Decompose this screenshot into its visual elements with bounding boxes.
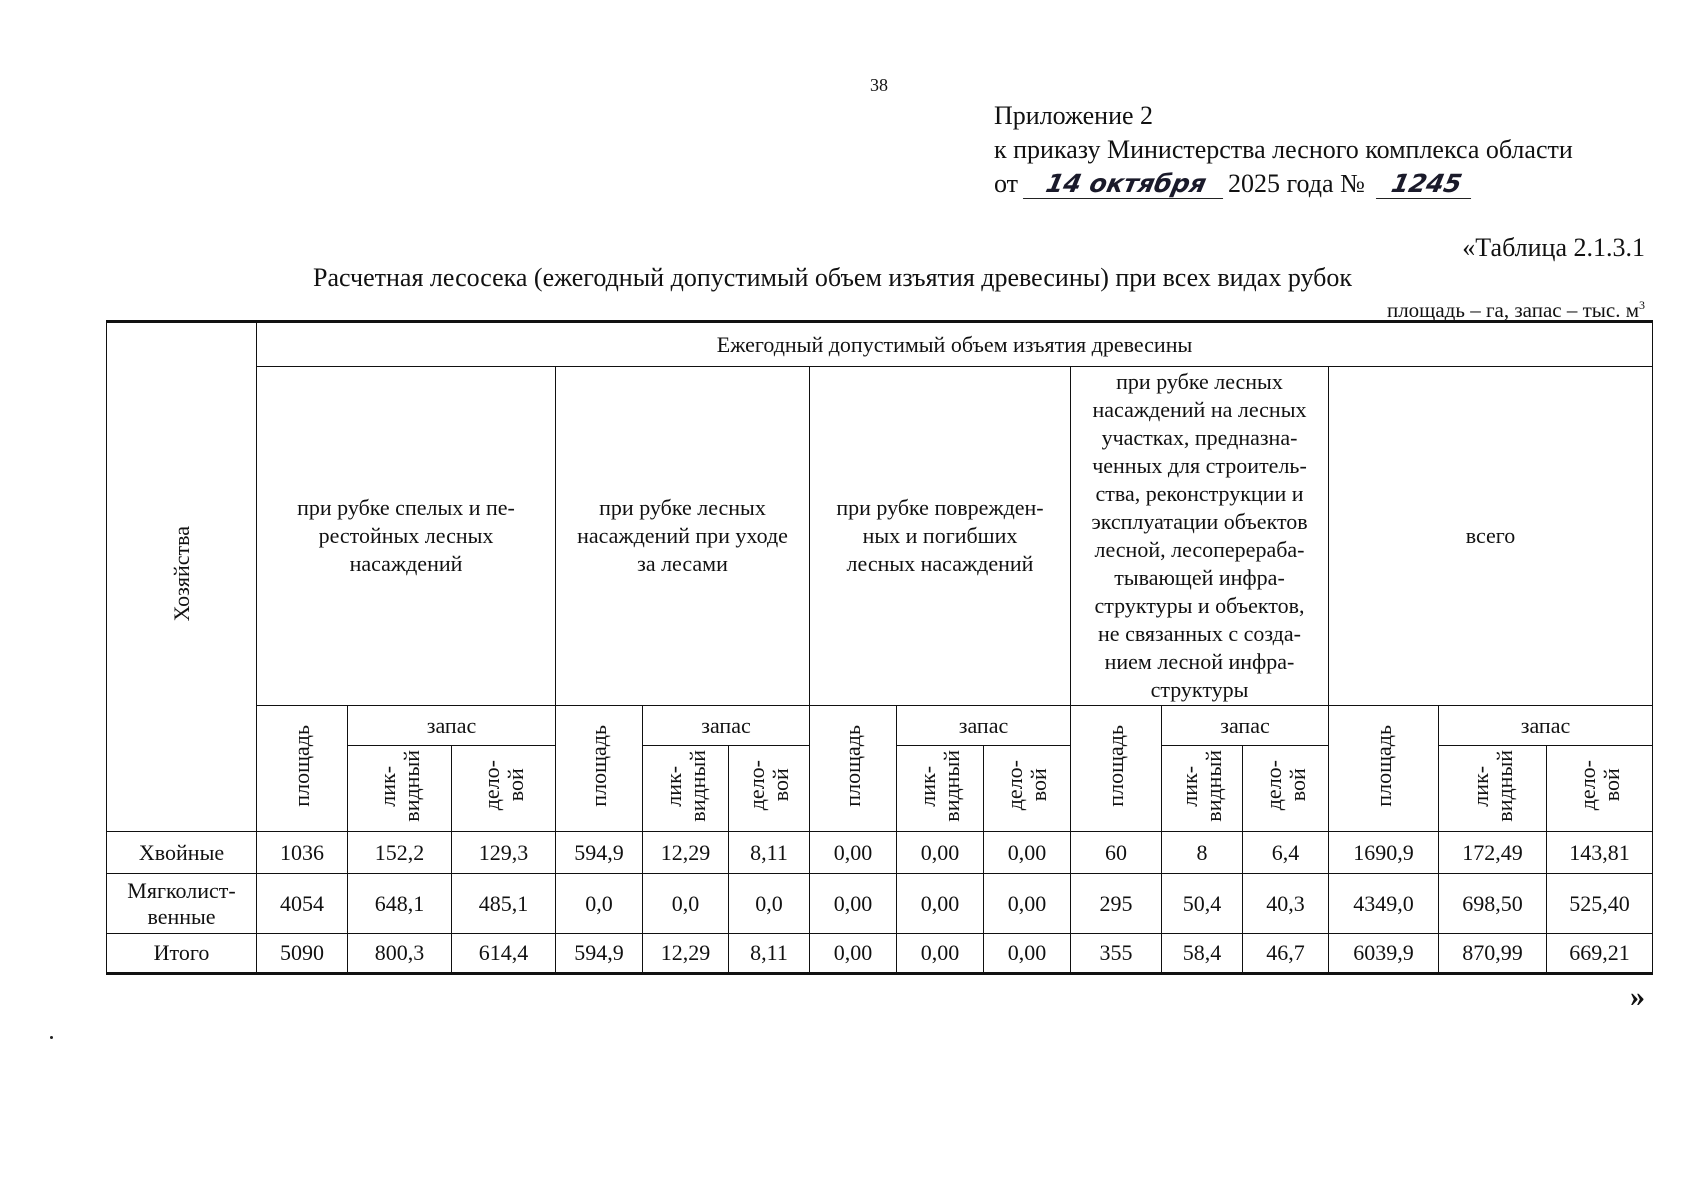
allowable-cut-table (106, 320, 1653, 975)
table-cell: 0,00 (984, 832, 1071, 874)
table-cell: 60 (1071, 832, 1162, 874)
table-cell: 0,00 (810, 874, 897, 934)
table-cell: 870,99 (1439, 934, 1547, 974)
table-cell: 1036 (257, 832, 348, 874)
table-title: Расчетная лесосека (ежегодный допустимый объем изъятия древесины) при всех видах рубок (313, 263, 1352, 292)
handwritten-date: 14 октября (1023, 170, 1229, 199)
table-cell: 614,4 (452, 934, 556, 974)
table-label: «Таблица 2.1.3.1 (1462, 233, 1645, 262)
subheader-liquid: лик- видный (643, 746, 729, 832)
row-header: Хозяйства (168, 526, 194, 622)
table-cell: 8 (1162, 832, 1243, 874)
appendix-title: Приложение 2 (994, 101, 1154, 130)
subheader-business: дело- вой (1547, 746, 1653, 832)
row-name: Хвойные (107, 832, 257, 874)
group-header-mature: при рубке спелых и пе- рестойных лесных насаждений (257, 367, 556, 706)
table-cell: 172,49 (1439, 832, 1547, 874)
scan-dot (50, 1036, 53, 1039)
table-cell: 698,50 (1439, 874, 1547, 934)
table-cell: 8,11 (729, 934, 810, 974)
table-cell: 4054 (257, 874, 348, 934)
subheader-business: дело- вой (1243, 746, 1329, 832)
table-cell: 648,1 (348, 874, 452, 934)
table-cell: 40,3 (1243, 874, 1329, 934)
table-cell: 152,2 (348, 832, 452, 874)
table-row (107, 832, 1653, 874)
handwritten-number: 1245 (1376, 170, 1477, 199)
table-cell: 0,00 (897, 874, 984, 934)
subheader-business: дело- вой (984, 746, 1071, 832)
table-cell: 355 (1071, 934, 1162, 974)
table-cell: 6,4 (1243, 832, 1329, 874)
table-cell: 0,00 (897, 832, 984, 874)
table-cell: 594,9 (556, 934, 643, 974)
table-cell: 800,3 (348, 934, 452, 974)
table-cell: 669,21 (1547, 934, 1653, 974)
table-row (107, 934, 1653, 974)
subheader-stock: запас (643, 706, 810, 746)
subheader-liquid: лик- видный (1162, 746, 1243, 832)
closing-quote: » (1630, 980, 1645, 1013)
subheader-area: площадь (1071, 706, 1162, 832)
table-cell: 5090 (257, 934, 348, 974)
table-row (107, 874, 1653, 934)
table-cell: 12,29 (643, 934, 729, 974)
table-cell: 50,4 (1162, 874, 1243, 934)
row-name: Мягколист- венные (107, 874, 257, 934)
group-header-total: всего (1329, 367, 1653, 706)
table-cell: 129,3 (452, 832, 556, 874)
table-cell: 8,11 (729, 832, 810, 874)
subheader-liquid: лик- видный (348, 746, 452, 832)
subheader-area: площадь (556, 706, 643, 832)
table-cell: 58,4 (1162, 934, 1243, 974)
table-cell: 0,0 (729, 874, 810, 934)
table-body (107, 832, 1653, 974)
table-cell: 12,29 (643, 832, 729, 874)
year-text: 2025 года № (1228, 169, 1365, 198)
group-header-thinning: при рубке лесных насаждений при уходе за лесами (556, 367, 810, 706)
table-cell: 0,00 (897, 934, 984, 974)
subheader-business: дело- вой (452, 746, 556, 832)
row-name: Итого (107, 934, 257, 974)
table-cell: 295 (1071, 874, 1162, 934)
subheader-liquid: лик- видный (1439, 746, 1547, 832)
page-number: 38 (870, 75, 888, 95)
subheader-area: площадь (1329, 706, 1439, 832)
subheader-stock: запас (348, 706, 556, 746)
subheader-stock: запас (1439, 706, 1653, 746)
date-prefix: от (994, 169, 1019, 198)
units-text: площадь – га, запас – тыс. м (1386, 298, 1639, 322)
top-header: Ежегодный допустимый объем изъятия древесины (257, 322, 1653, 367)
table-cell: 0,0 (643, 874, 729, 934)
appendix-order-line: к приказу Министерства лесного комплекса области (994, 135, 1573, 164)
table-cell: 6039,9 (1329, 934, 1439, 974)
table-cell: 0,00 (810, 832, 897, 874)
table-cell: 0,0 (556, 874, 643, 934)
table-cell: 4349,0 (1329, 874, 1439, 934)
table-cell: 0,00 (984, 934, 1071, 974)
subheader-area: площадь (810, 706, 897, 832)
table-cell: 485,1 (452, 874, 556, 934)
table-cell: 0,00 (810, 934, 897, 974)
subheader-liquid: лик- видный (897, 746, 984, 832)
table-cell: 143,81 (1547, 832, 1653, 874)
table-cell: 525,40 (1547, 874, 1653, 934)
subheader-stock: запас (897, 706, 1071, 746)
table-cell: 0,00 (984, 874, 1071, 934)
group-header-construction: при рубке лесных насаждений на лесных участках, предназна- ченных для строитель- ства, реконструкции и эксплуатации объектов лесной, лесоперераба- тывающей инфра- структуры и объектов, не связанных с созда- нием лесной инфра- структуры (1071, 367, 1329, 706)
subheader-area: площадь (257, 706, 348, 832)
table-cell: 594,9 (556, 832, 643, 874)
appendix-date-line (994, 168, 1474, 200)
units-superscript: 3 (1639, 298, 1645, 312)
group-header-damaged: при рубке поврежден- ных и погибших лесных насаждений (810, 367, 1071, 706)
subheader-stock: запас (1162, 706, 1329, 746)
table-cell: 1690,9 (1329, 832, 1439, 874)
subheader-business: дело- вой (729, 746, 810, 832)
row-header-cell (107, 322, 257, 832)
table-cell: 46,7 (1243, 934, 1329, 974)
